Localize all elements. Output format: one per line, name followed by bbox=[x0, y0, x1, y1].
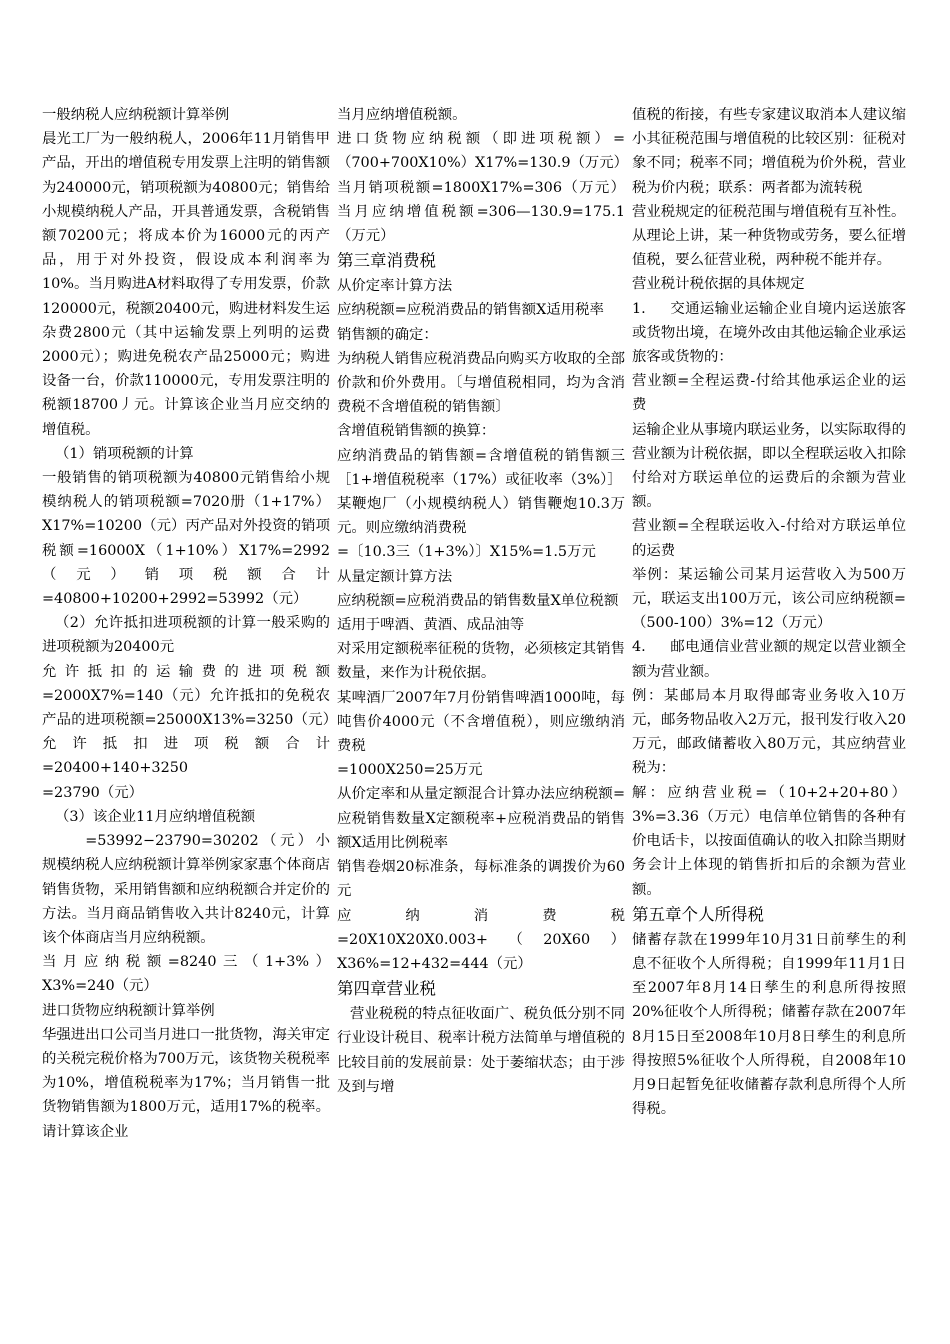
formula-brewery: =1000X250=25万元 bbox=[337, 762, 483, 779]
paragraph-quantity-basis: 对采用定额税率征税的货物，必须核定其销售数量，来作为计税依据。 bbox=[337, 641, 625, 682]
chapter-heading-business-tax: 第四章营业税 bbox=[337, 979, 436, 999]
chapter-heading-personal-income-tax: 第五章个人所得税 bbox=[632, 904, 764, 924]
list-item-text: 交通运输业运输企业自境内运送旅客或货物出境，在境外改由其他运输企业承运旅客或货物的： bbox=[632, 300, 906, 366]
paragraph-vat-comparison: 值税的衔接，有些专家建议取消本人建议缩小其征税范围与增值税的比较区别：征税对象不同；税率不同；增值税为价外税，营业税为价内税；联系：两者都为流转税 bbox=[632, 107, 906, 196]
subheading-tax-basis: 营业税计税依据的具体规定 bbox=[632, 276, 805, 293]
paragraph-post-office-solution: 解：应纳营业税=（10+2+20+80）3%=3.36（万元）电信单位销售的各种有价电话卡，以按面值确认的收入扣除当期财务会计上体现的销售折扣后的余额为营业额。 bbox=[632, 784, 906, 898]
formula-ad-valorem: 应纳税额=应税消费品的销售额X适用税率 bbox=[337, 302, 604, 319]
paragraph-small-scale-example: =53992−23790=30202（元）小规模纳税人应纳税额计算举例家家惠个体商店销售货物，采用销售额和应纳税额合并定价的方法。当月商品销售收入共计8240元，计算该个体商店当月应纳税额。 bbox=[42, 833, 330, 946]
chapter-heading-consumption-tax: 第三章消费税 bbox=[337, 251, 436, 271]
paragraph-cigarette-example: 销售卷烟20标准条，每标准条的调拨价为60元 bbox=[337, 859, 625, 900]
paragraph-import-input-tax: 进口货物应纳税额（即进项税额）=（700+700X10%）X17%=130.9（万元） bbox=[337, 131, 629, 172]
list-item-text: 邮电通信业营业额的规定以营业额全额为营业额。 bbox=[632, 639, 906, 680]
paragraph-firecracker-example: 某鞭炮厂（小规模纳税人）销售鞭炮10.3万元。则应缴纳消费税 bbox=[337, 496, 625, 537]
paragraph-input-tax-calc: 允许抵扣的运输费的进项税额=2000X7%=140（元）允许抵扣的免税农产品的进项税额=25000X13%=3250（元）允许抵扣进项税额合计=20400+140+3250 bbox=[42, 663, 330, 777]
paragraph-chenguang-factory: 晨光工厂为一般纳税人，2006年11月销售甲产品，开出的增值税专用发票上注明的销售额为240000元，销项税额为40800元；销售给小规模纳税人产品，开具普通发票，含税销售额70200元；将成本价为16000元的丙产品，用于对外投资，假设成本利润率为10%。当月购进A材料取得了专用发票，价款120000元，税额20400元，购进材料发生运杂费2800元（其中运输发票上列明的运费2000元）；购进免税农产品25000元；购进设备一台，价款110000元，专用发票注明的税额18700丿元。计算该企业当月应交纳的增值税。 bbox=[42, 131, 330, 438]
list-number: 1. bbox=[632, 300, 646, 317]
paragraph-savings-interest: 储蓄存款在1999年10月31日前孳生的利息不征收个人所得税；自1999年11月1日至2007年8月14日孳生的利息所得按照20%征收个人所得税；储蓄存款在2007年8月15日至2008年10月8日孳生的利息所得按照5%征收个人所得税，自2008年10月9日起暂免征收储蓄存款利息所得个人所得税。 bbox=[632, 931, 906, 1118]
formula-cigarette: 应纳消费税=20X10X20X0.003+（20X60）X36%=12+432=444（元） bbox=[337, 907, 625, 972]
paragraph-applicable-goods: 适用于啤酒、黄酒、成品油等 bbox=[337, 617, 525, 634]
paragraph-complementarity: 营业税规定的征税范围与增值税有互补性。 bbox=[632, 203, 906, 220]
paragraph-input-tax-heading: （2）允许抵扣进项税额的计算一般采购的进项税额为20400元 bbox=[42, 615, 330, 656]
paragraph-business-tax-features: 营业税税的特点征收面广、税负低分别不同行业设计税目、税率计税方法简单与增值税的比较目前的发展前景：处于萎缩状态；由于涉及到与增 bbox=[337, 1006, 625, 1095]
subheading-vat-inclusive-conversion: 含增值税销售额的换算： bbox=[337, 423, 496, 440]
subheading-ad-valorem: 从价定率计算方法 bbox=[337, 278, 453, 295]
formula-joint-transport: 营业额=全程联运收入-付给对方联运单位的运费 bbox=[632, 518, 906, 559]
paragraph-sales-definition: 为纳税人销售应税消费品向购买方收取的全部价款和价外费用。〔与增值税相同，均为含消费税不含增值税的销售额〕 bbox=[337, 350, 625, 416]
paragraph-post-office-example: 例：某邮局本月取得邮寄业务收入10万元，邮务物品收入2万元，报刊发行收入20万元，邮政储蓄收入80万元，其应纳营业税为： bbox=[632, 687, 906, 777]
paragraph-input-tax-total: =23790（元） bbox=[42, 784, 144, 801]
paragraph-huaqiang-import: 华强进出口公司当月进口一批货物，海关审定的关税完税价格为700万元，该货物关税税率为10%，增值税税率为17%；当月销售一批货物销售额为1800万元，适用17%的税率。请计算该企业 bbox=[42, 1026, 330, 1140]
paragraph-monthly-vat: 当月销项税额=1800X17%=306（万元）当月应纳增值税额=306—130.9=175.1（万元） bbox=[337, 179, 625, 245]
column-2 bbox=[337, 103, 629, 1099]
paragraph-brewery-example: 某啤酒厂2007年7月份销售啤酒1000吨，每吨售价4000元（不含增值税），则应缴纳消费税 bbox=[337, 689, 625, 755]
paragraph-theory: 从理论上讲，某一种货物或劳务，要么征增值税，要么征营业税，两种税不能并存。 bbox=[632, 228, 906, 269]
list-number: 4. bbox=[632, 639, 646, 656]
paragraph-vat-payable-heading: （3）该企业11月应纳增值税额 bbox=[54, 808, 256, 825]
paragraph-output-tax-calc: 一般销售的销项税额为40800元销售给小规模纳税人的销项税额=7020册（1+17%）X17%=10200（元）丙产品对外投资的销项税额=16000X（1+10%）X17%=2992（元）销项税额合计=40800+10200+2992=53992（元） bbox=[42, 470, 330, 608]
subheading-sales-determination: 销售额的确定： bbox=[337, 326, 438, 343]
formula-transport-turnover: 营业额=全程运费-付给其他承运企业的运费 bbox=[632, 373, 906, 414]
paragraph-compound-method: 从价定率和从量定额混合计算办法应纳税额=应税销售数量X定额税率+应税消费品的销售额X适用比例税率 bbox=[337, 786, 625, 851]
section-heading-general-taxpayer-example: 一般纳税人应纳税额计算举例 bbox=[42, 107, 230, 123]
column-3 bbox=[632, 103, 906, 1121]
paragraph-transport-example: 举例：某运输公司某月运营收入为500万元，联运支出100万元，该公司应纳税额=（500-100）3%=12（万元） bbox=[632, 566, 906, 632]
paragraph-output-tax-heading: （1）销项税额的计算 bbox=[54, 445, 194, 462]
formula-specific-rate: 应纳税额=应税消费品的销售数量X单位税额 bbox=[337, 592, 619, 609]
list-item-transport bbox=[632, 297, 906, 370]
paragraph-joint-transport: 运输企业从事境内联运业务，以实际取得的营业额为计税依据，即以全程联运收入扣除付给对方联运单位的运费后的余额为营业额。 bbox=[632, 421, 906, 511]
column-1 bbox=[42, 103, 330, 1144]
subheading-specific-rate: 从量定额计算方法 bbox=[337, 568, 453, 585]
list-item-post-telecom bbox=[632, 635, 906, 683]
formula-conversion: 应纳消费品的销售额=含增值税的销售额三［1+增值税税率（17%）或征收率（3%）］ bbox=[337, 447, 625, 488]
section-heading-import-example: 进口货物应纳税额计算举例 bbox=[42, 1002, 215, 1019]
paragraph-continuation: 当月应纳增值税额。 bbox=[337, 107, 467, 123]
paragraph-small-scale-calc: 当月应纳税额=8240三（1+3%）X3%=240（元） bbox=[42, 954, 330, 995]
formula-firecracker: =〔10.3三（1+3%）〕X15%=1.5万元 bbox=[337, 544, 596, 561]
